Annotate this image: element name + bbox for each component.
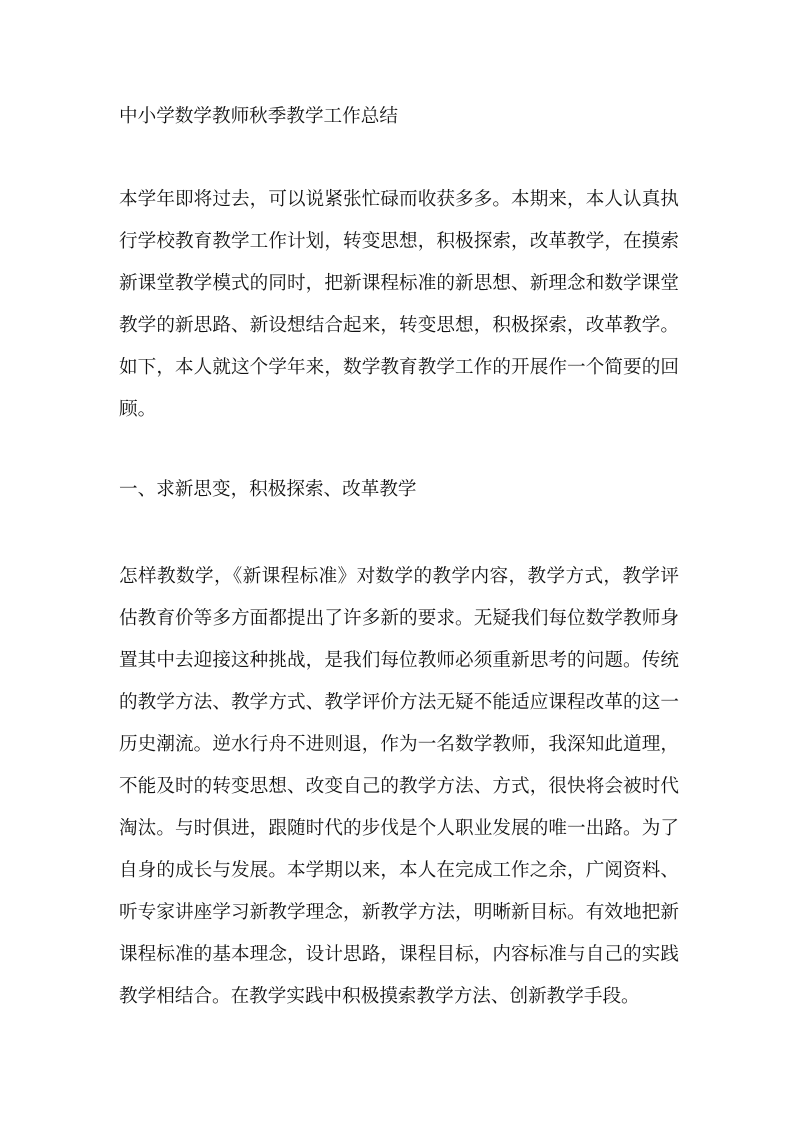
paragraph-line: 如下，本人就这个学年来，数学教育教学工作的开展作一个简要的回 <box>119 357 679 378</box>
paragraph-line: 顾。 <box>119 399 157 420</box>
section-heading: 一、求新思变，积极探索、改革教学 <box>119 479 417 500</box>
paragraph-line: 课程标准的基本理念，设计思路，课程目标，内容标准与自己的实践 <box>119 944 679 965</box>
paragraph-line: 置其中去迎接这种挑战，是我们每位教师必须重新思考的问题。传统 <box>119 650 679 671</box>
paragraph-line: 的教学方法、教学方式、教学评价方法无疑不能适应课程改革的这一 <box>119 692 679 713</box>
paragraph-line: 估教育价等多方面都提出了许多新的要求。无疑我们每位数学教师身 <box>119 608 679 629</box>
section-heading-block <box>119 469 679 511</box>
paragraph-line: 新课堂教学模式的同时，把新课程标准的新思想、新理念和数学课堂 <box>119 273 679 294</box>
document-title-block <box>119 96 679 138</box>
paragraph-intro <box>119 179 679 431</box>
paragraph-line: 自身的成长与发展。本学期以来，本人在完成工作之余，广阅资料、 <box>119 860 679 881</box>
paragraph-line: 怎样教数学，《新课程标准》对数学的教学内容，教学方式，教学评 <box>119 566 679 587</box>
document-title: 中小学数学教师秋季教学工作总结 <box>119 106 398 127</box>
paragraph-line: 教学相结合。在教学实践中积极摸索教学方法、创新教学手段。 <box>119 986 640 1007</box>
paragraph-line: 历史潮流。逆水行舟不进则退，作为一名数学教师，我深知此道理， <box>119 734 679 755</box>
paragraph-line: 行学校教育教学工作计划，转变思想，积极探索，改革教学，在摸索 <box>119 231 679 252</box>
paragraph-line: 听专家讲座学习新教学理念，新教学方法，明晰新目标。有效地把新 <box>119 902 679 923</box>
paragraph-line: 教学的新思路、新设想结合起来，转变思想，积极探索，改革教学。 <box>119 315 679 336</box>
paragraph-line: 不能及时的转变思想、改变自己的教学方法、方式，很快将会被时代 <box>119 776 679 797</box>
paragraph-line: 本学年即将过去，可以说紧张忙碌而收获多多。本期来，本人认真执 <box>119 189 679 210</box>
paragraph-line: 淘汰。与时俱进，跟随时代的步伐是个人职业发展的唯一出路。为了 <box>119 818 679 839</box>
paragraph-section-1 <box>119 556 679 1018</box>
